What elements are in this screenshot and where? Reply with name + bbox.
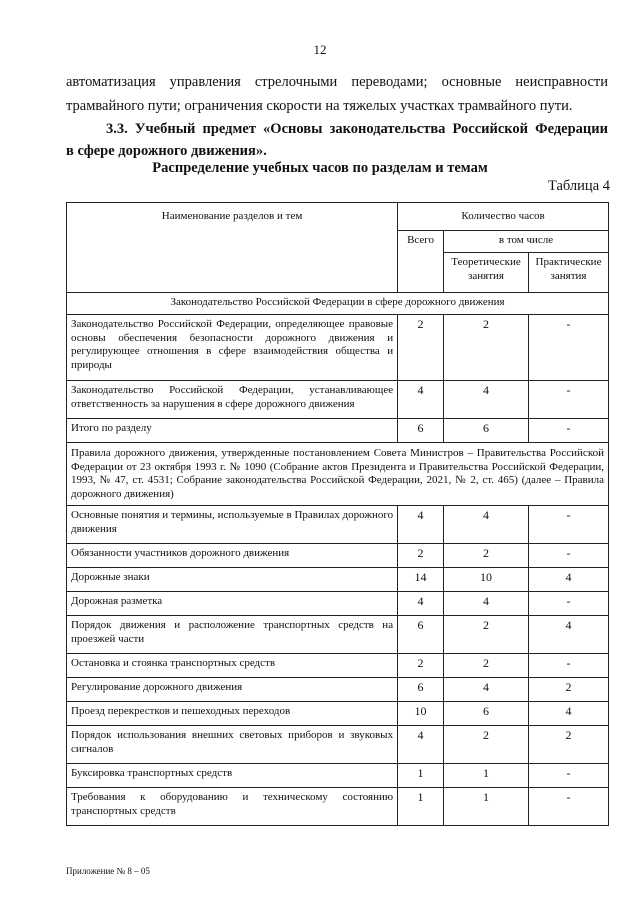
row-practice: - (529, 544, 609, 568)
row-practice: - (529, 788, 609, 826)
section-row (67, 293, 609, 315)
row-name: Проезд перекрестков и пешеходных переходов (67, 702, 398, 726)
table-subheading: Распределение учебных часов по разделам и темам (152, 160, 488, 176)
row-name: Остановка и стоянка транспортных средств (67, 654, 398, 678)
row-practice: - (529, 506, 609, 544)
row-total: 4 (398, 726, 444, 764)
row-theory: 6 (444, 419, 529, 443)
table-row (67, 654, 609, 678)
row-name: Основные понятия и термины, используемые в Правилах дорожного движения (67, 506, 398, 544)
table-row (67, 616, 609, 654)
row-practice: 2 (529, 678, 609, 702)
row-total: 10 (398, 702, 444, 726)
subject-heading (66, 118, 608, 162)
table-row (67, 702, 609, 726)
header-theory: Теоретические занятия (444, 253, 529, 293)
page-number: 12 (313, 42, 327, 57)
row-total: 4 (398, 592, 444, 616)
footer-note: Приложение № 8 – 05 (66, 866, 150, 876)
row-theory: 4 (444, 592, 529, 616)
table-row (67, 544, 609, 568)
row-total: 4 (398, 381, 444, 419)
row-theory: 2 (444, 616, 529, 654)
row-name: Итого по разделу (67, 419, 398, 443)
row-name: Буксировка транспортных средств (67, 764, 398, 788)
row-total: 2 (398, 544, 444, 568)
header-name: Наименование разделов и тем (67, 203, 398, 293)
row-total: 1 (398, 764, 444, 788)
table-row (67, 381, 609, 419)
table-row (67, 568, 609, 592)
row-practice: - (529, 764, 609, 788)
row-theory: 4 (444, 506, 529, 544)
table-row (67, 592, 609, 616)
row-theory: 2 (444, 654, 529, 678)
table-row (67, 764, 609, 788)
row-name: Регулирование дорожного движения (67, 678, 398, 702)
row-total: 4 (398, 506, 444, 544)
row-theory: 4 (444, 381, 529, 419)
header-hours: Количество часов (398, 203, 609, 231)
intro-line-2: трамвайного пути; ограничения скорости на тяжелых участках трамвайного пути. (66, 98, 573, 114)
header-practice: Практические занятия (529, 253, 609, 293)
section-row (67, 443, 609, 506)
row-name: Дорожная разметка (67, 592, 398, 616)
row-theory: 6 (444, 702, 529, 726)
row-total: 6 (398, 616, 444, 654)
row-practice: - (529, 419, 609, 443)
intro-line-1: автоматизация управления стрелочными переводами; основные неисправности (66, 74, 608, 90)
table-row (67, 678, 609, 702)
row-theory: 4 (444, 678, 529, 702)
row-practice: - (529, 315, 609, 381)
row-theory: 1 (444, 788, 529, 826)
row-name: Обязанности участников дорожного движения (67, 544, 398, 568)
row-name: Законодательство Российской Федерации, устанавливающее ответственность за нарушения в сфере дорожного движения (67, 381, 398, 419)
row-theory: 2 (444, 726, 529, 764)
row-name: Законодательство Российской Федерации, определяющее правовые основы обеспечения безопасности дорожного движения и регулирующее отношения в сфере взаимодействия общества и природы (67, 315, 398, 381)
row-theory: 2 (444, 544, 529, 568)
row-total: 6 (398, 419, 444, 443)
section-2-title: Правила дорожного движения, утвержденные постановлением Совета Министров – Правительства Российской Федерации от 23 октября 1993 г. № 1090 (Собрание актов Президента и Правительства Российской Федерации, 1993, № 47, ст. 4531; Собрание законодательства Российской Федерации, 2021, № 2, ст. 465) (далее – Правила дорожного движения) (67, 443, 609, 506)
hours-table (66, 202, 609, 826)
header-total: Всего (398, 231, 444, 293)
row-name: Требования к оборудованию и техническому состоянию транспортных средств (67, 788, 398, 826)
row-practice: 4 (529, 568, 609, 592)
row-practice: 4 (529, 702, 609, 726)
table-caption: Таблица 4 (547, 178, 610, 194)
row-theory: 10 (444, 568, 529, 592)
row-practice: 2 (529, 726, 609, 764)
row-practice: - (529, 381, 609, 419)
row-total: 14 (398, 568, 444, 592)
row-name: Порядок движения и расположение транспортных средств на проезжей части (67, 616, 398, 654)
row-total: 2 (398, 654, 444, 678)
row-total: 6 (398, 678, 444, 702)
row-total: 2 (398, 315, 444, 381)
subject-heading-line-1: 3.3. Учебный предмет «Основы законодательства Российской Федерации (106, 121, 608, 137)
table-row (67, 419, 609, 443)
row-name: Дорожные знаки (67, 568, 398, 592)
row-name: Порядок использования внешних световых приборов и звуковых сигналов (67, 726, 398, 764)
header-including: в том числе (444, 231, 609, 253)
row-practice: - (529, 654, 609, 678)
section-1-title: Законодательство Российской Федерации в сфере дорожного движения (67, 293, 609, 315)
row-theory: 1 (444, 764, 529, 788)
row-practice: 4 (529, 616, 609, 654)
table-row (67, 506, 609, 544)
table-row (67, 726, 609, 764)
row-theory: 2 (444, 315, 529, 381)
header-row-1 (67, 203, 609, 231)
table-row (67, 788, 609, 826)
row-practice: - (529, 592, 609, 616)
intro-paragraph (66, 70, 608, 118)
subject-heading-line-2: в сфере дорожного движения». (66, 143, 267, 159)
row-total: 1 (398, 788, 444, 826)
table-row (67, 315, 609, 381)
